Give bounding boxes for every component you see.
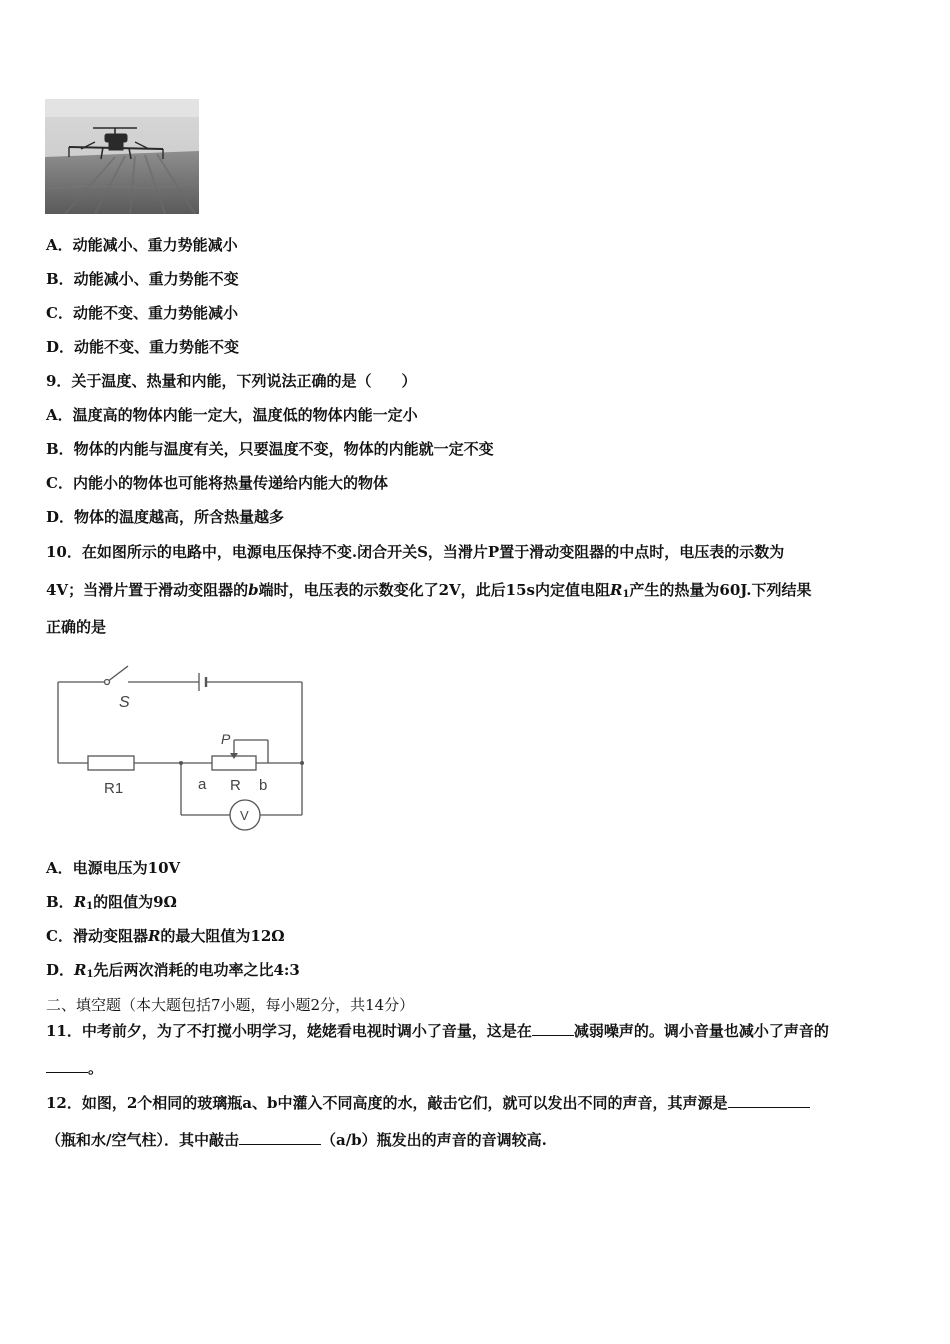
q11-blank-1[interactable] — [532, 1035, 574, 1036]
q10-stem-r: R — [609, 581, 623, 599]
q10-option-d-prefix: D． — [46, 961, 75, 979]
circuit-diagram — [50, 660, 312, 832]
q10-option-c — [46, 926, 285, 946]
node-right — [300, 761, 304, 765]
q9-option-d: D．物体的温度越高，所含热量越多 — [46, 508, 285, 526]
q12-line2 — [46, 1130, 547, 1150]
section2-title: 二、填空题（本大题包括7小题，每小题2分，共14分） — [46, 996, 415, 1014]
rheostat-b-label: b — [259, 777, 268, 794]
q10-option-c-prefix: C．滑动变阻器 — [46, 927, 148, 945]
q10-stem-line2 — [46, 580, 811, 605]
q8-option-c: C．动能不变、重力势能减小 — [46, 304, 238, 322]
q10-option-b-r: R — [73, 893, 87, 911]
switch-label: S — [119, 694, 130, 711]
q8-option-d: D．动能不变、重力势能不变 — [46, 338, 240, 356]
q11-line1 — [46, 1021, 829, 1041]
q12-part3: （a/b）瓶发出的声音的音调较高. — [320, 1131, 547, 1149]
q10-option-d-r: R — [74, 961, 87, 979]
q10-stem-line3: 正确的是 — [46, 618, 107, 636]
q10-option-b-sub: 1 — [86, 901, 94, 912]
q10-option-c-r: R — [147, 927, 161, 945]
q10-option-b-rest: 的阻值为9Ω — [93, 893, 177, 911]
resistor-r1 — [88, 756, 134, 770]
rheostat-a-label: a — [198, 776, 207, 793]
q10-option-a: A．电源电压为10V — [46, 859, 181, 877]
q10-option-d — [46, 960, 300, 985]
q11-part2: 减弱噪声的。调小音量也减小了声音的 — [573, 1022, 829, 1040]
q10-stem-r-sub: 1 — [622, 589, 630, 600]
q10-stem-b: b — [248, 581, 259, 599]
switch-pivot — [105, 680, 110, 685]
q9-option-c: C．内能小的物体也可能将热量传递给内能大的物体 — [46, 474, 388, 492]
q11-blank-2[interactable] — [46, 1072, 88, 1073]
q12-line1 — [46, 1093, 810, 1113]
q10-stem-line1: 10．在如图所示的电路中，电源电压保持不变.闭合开关S，当滑片P置于滑动变阻器的中点时，电压表的示数为 — [46, 543, 785, 561]
rheostat-r-label: R — [230, 777, 241, 794]
voltmeter-label: V — [240, 808, 249, 823]
q11-part3: 。 — [88, 1059, 104, 1077]
q10-option-b-prefix: B． — [46, 893, 74, 911]
q10-option-b — [46, 892, 177, 917]
agricultural-drone-photo — [45, 99, 199, 214]
switch-blade — [107, 666, 128, 682]
resistor1-label: R1 — [104, 780, 124, 797]
q10-option-d-sub: 1 — [86, 969, 94, 980]
q10-option-d-rest: 先后两次消耗的电功率之比4:3 — [93, 961, 300, 979]
q9-option-a: A．温度高的物体内能一定大，温度低的物体内能一定小 — [46, 406, 418, 424]
q8-option-a: A．动能减小、重力势能减小 — [46, 236, 238, 254]
q10-stem-line2-c: 端时，电压表的示数变化了2V，此后15s内定值电阻 — [258, 581, 610, 599]
q9-option-b: B．物体的内能与温度有关，只要温度不变，物体的内能就一定不变 — [46, 440, 494, 458]
q12-blank-1[interactable] — [728, 1107, 810, 1108]
q8-option-b: B．动能减小、重力势能不变 — [46, 270, 239, 288]
slider-label: P — [221, 731, 231, 747]
q11-part1: 11．中考前夕，为了不打搅小明学习，姥姥看电视时调小了音量，这是在 — [46, 1022, 532, 1040]
q12-part1: 12．如图，2个相同的玻璃瓶a、b中灌入不同高度的水，敲击它们，就可以发出不同的声音，其声源是 — [46, 1094, 728, 1112]
q12-blank-2[interactable] — [239, 1144, 321, 1145]
q10-stem-line2-d: 产生的热量为60J.下列结果 — [629, 581, 812, 599]
q10-option-c-rest: 的最大阻值为12Ω — [160, 927, 285, 945]
q9-stem: 9．关于温度、热量和内能，下列说法正确的是（ ） — [46, 372, 417, 390]
q10-stem-line2-a: 4V；当滑片置于滑动变阻器的 — [46, 581, 249, 599]
q11-line2 — [46, 1058, 103, 1078]
q12-part2: （瓶和水/空气柱）．其中敲击 — [46, 1131, 239, 1149]
node-left — [179, 761, 183, 765]
